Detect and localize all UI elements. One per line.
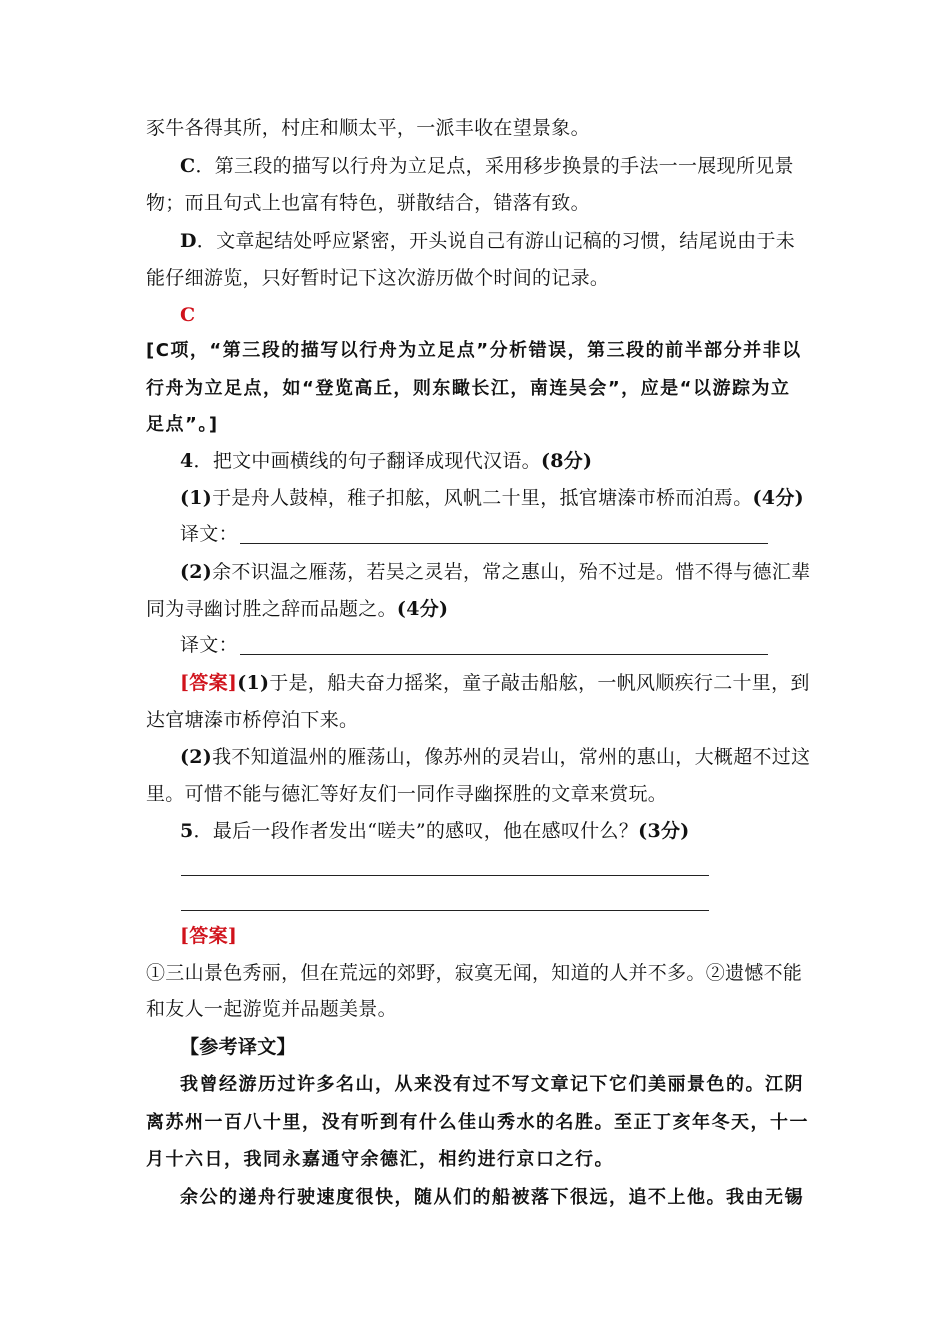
sub-question-number: (1)	[180, 487, 213, 509]
answer-4-2	[180, 744, 810, 770]
explanation-line: [C项，“第三段的描写以行舟为立足点”分析错误，第三段的前半部分并非以	[146, 340, 802, 361]
question-4-number: 4	[180, 450, 194, 472]
translation-label: 译文：	[180, 634, 238, 656]
answer-tag: [答案]	[180, 925, 238, 947]
question-5-text: ．最后一段作者发出“嗟夫”的感叹，他在感叹什么？	[193, 820, 639, 842]
explanation-line: 足点”。]	[146, 414, 219, 435]
sub-question-number: (2)	[180, 561, 213, 583]
paragraph-line: 豕牛各得其所，村庄和顺太平，一派丰收在望景象。	[146, 117, 590, 139]
answer-letter: C	[180, 304, 196, 326]
question-4-text: ．把文中画横线的句子翻译成现代汉语。	[193, 450, 541, 472]
option-c-label: C	[180, 155, 196, 177]
reference-translation-line: 我曾经游历过许多名山，从来没有过不写文章记下它们美丽景色的。江阴	[180, 1074, 804, 1095]
answer-blank-line	[181, 910, 709, 911]
answer-blank-line	[240, 543, 768, 544]
answer-number: (2)	[180, 746, 213, 768]
reference-translation-line: 月十六日，我同永嘉通守余德汇，相约进行京口之行。	[146, 1149, 614, 1170]
answer-4-1	[180, 670, 810, 696]
answer-tag: [答案]	[180, 672, 238, 694]
question-4-2-continued	[146, 596, 448, 622]
reference-translation-heading: 【参考译文】	[180, 1036, 296, 1058]
answer-blank-line	[181, 875, 709, 876]
answer-number: (1)	[237, 672, 270, 694]
answer-blank-line	[240, 654, 768, 655]
reference-translation-line: 余公的递舟行驶速度很快，随从们的船被落下很远，追不上他。我由无锡	[180, 1187, 804, 1208]
option-d-label: D	[180, 230, 197, 252]
answer-4-2-continued: 里。可惜不能与德汇等好友们一同作寻幽探胜的文章来赏玩。	[146, 783, 668, 805]
option-d	[180, 228, 795, 254]
option-c-continued: 物；而且句式上也富有特色，骈散结合，错落有致。	[146, 192, 590, 214]
sub-question-score: (4分)	[752, 487, 804, 509]
explanation-line: 行舟为立足点，如“登览高丘，则东瞰长江，南连吴会”，应是“以游踪为立	[146, 378, 791, 399]
question-4-score: (8分)	[540, 450, 593, 472]
option-d-continued: 能仔细游览，只好暂时记下这次游历做个时间的记录。	[146, 267, 610, 289]
question-4-2	[180, 559, 810, 585]
question-5	[180, 818, 690, 844]
reference-translation-line: 离苏州一百八十里，没有听到有什么佳山秀水的名胜。至正丁亥年冬天，十一	[146, 1112, 809, 1133]
translation-label: 译文：	[180, 523, 238, 545]
sub-question-text: 于是舟人鼓棹，稚子扣舷，风帆二十里，抵官塘溱市桥而泊焉。	[212, 487, 753, 509]
answer-5-line: 和友人一起游览并品题美景。	[146, 998, 397, 1020]
option-d-text: ．文章起结处呼应紧密，开头说自己有游山记稿的习惯，结尾说由于未	[196, 230, 796, 252]
option-c	[180, 153, 794, 179]
sub-question-score: (4分)	[396, 598, 449, 620]
answer-5-line: ①三山景色秀丽，但在荒远的郊野，寂寞无闻，知道的人并不多。②遗憾不能	[146, 962, 803, 984]
answer-text: 我不知道温州的雁荡山，像苏州的灵岩山，常州的惠山，大概超不过这	[212, 746, 811, 768]
answer-4-1-continued: 达官塘溱市桥停泊下来。	[146, 709, 359, 731]
answer-text: 于是，船夫奋力摇桨，童子敲击船舷，一帆风顺疾行二十里，到	[269, 672, 810, 694]
question-5-score: (3分)	[638, 820, 690, 842]
question-4-1	[180, 485, 804, 511]
question-5-number: 5	[180, 820, 194, 842]
sub-question-text: 余不识温之雁荡，若吴之灵岩，常之惠山，殆不过是。惜不得与德汇辈	[212, 561, 811, 583]
sub-question-text: 同为寻幽讨胜之辞而品题之。	[146, 598, 397, 620]
option-c-text: ．第三段的描写以行舟为立足点，采用移步换景的手法一一展现所见景	[195, 155, 794, 177]
question-4	[180, 448, 592, 474]
